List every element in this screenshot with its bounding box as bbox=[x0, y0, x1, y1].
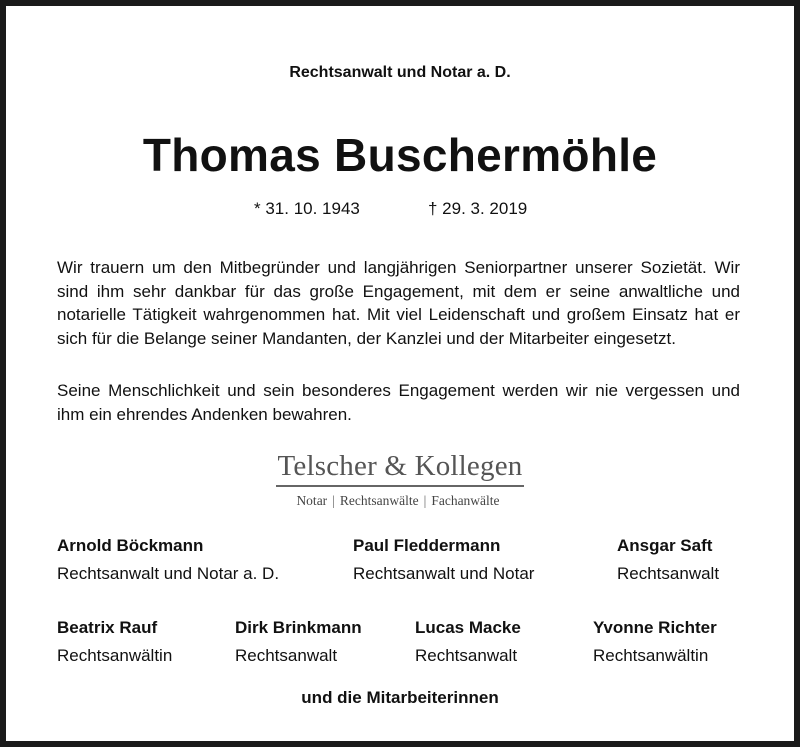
firm-logo-separator: | bbox=[423, 493, 427, 508]
signatory bbox=[617, 536, 719, 588]
firm-logo-service: Notar bbox=[296, 493, 328, 508]
closing-line: und die Mitarbeiterinnen bbox=[301, 688, 499, 707]
firm-logo-services bbox=[2, 493, 794, 509]
death-date: † 29. 3. 2019 bbox=[428, 199, 528, 218]
tribute-paragraph-2: Seine Menschlichkeit und sein besonderes Engagement werden wir nie vergessen und ihm ein ehrendes Andenken bewahren. bbox=[57, 381, 740, 424]
deceased-profession: Rechtsanwalt und Notar a. D. bbox=[289, 64, 511, 81]
signatory-title: Rechtsanwalt und Notar bbox=[353, 564, 535, 583]
firm-logo-service: Fachanwälte bbox=[431, 493, 500, 508]
deceased-name: Thomas Buschermöhle bbox=[142, 129, 658, 181]
firm-logo-separator: | bbox=[332, 493, 335, 508]
signatory-name: Beatrix Rauf bbox=[57, 618, 158, 637]
birth-date: * 31. 10. 1943 bbox=[254, 199, 360, 218]
signatory-title: Rechtsanwalt bbox=[415, 646, 518, 665]
signatory bbox=[57, 536, 279, 588]
signatory-name: Ansgar Saft bbox=[617, 536, 713, 555]
firm-logo-service: Rechtsanwälte bbox=[339, 493, 419, 508]
firm-logo bbox=[6, 450, 794, 509]
firm-logo-name: Telscher & Kollegen bbox=[276, 450, 525, 487]
signatory-name: Arnold Böckmann bbox=[57, 536, 204, 555]
signatory bbox=[57, 618, 172, 670]
signatory-name: Lucas Macke bbox=[415, 618, 521, 637]
signatory-name: Dirk Brinkmann bbox=[235, 618, 362, 637]
signatory-title: Rechtsanwältin bbox=[57, 646, 173, 665]
signatory-title: Rechtsanwalt bbox=[235, 646, 338, 665]
signatory bbox=[415, 618, 521, 670]
signatory-title: Rechtsanwältin bbox=[593, 646, 709, 665]
signatory-name: Yvonne Richter bbox=[593, 618, 717, 637]
signatory bbox=[593, 618, 717, 670]
signatory-name: Paul Fleddermann bbox=[353, 536, 501, 555]
signatory bbox=[353, 536, 534, 588]
signatory-title: Rechtsanwalt und Notar a. D. bbox=[57, 564, 280, 583]
tribute-paragraph-1: Wir trauern um den Mitbegründer und langjährigen Seniorpartner unserer Sozietät. Wir sind ihm sehr dankbar für das große Engagement, mit dem er seine anwaltliche und notarielle Tätigkeit wahrgenommen hat. Mit viel Leidenschaft und großem Einsatz hat er sich für die Belange seiner Mandanten, der Kanzlei und der Mitarbeiter eingesetzt. bbox=[57, 258, 740, 348]
signatory-title: Rechtsanwalt bbox=[617, 564, 720, 583]
signatory bbox=[235, 618, 362, 670]
